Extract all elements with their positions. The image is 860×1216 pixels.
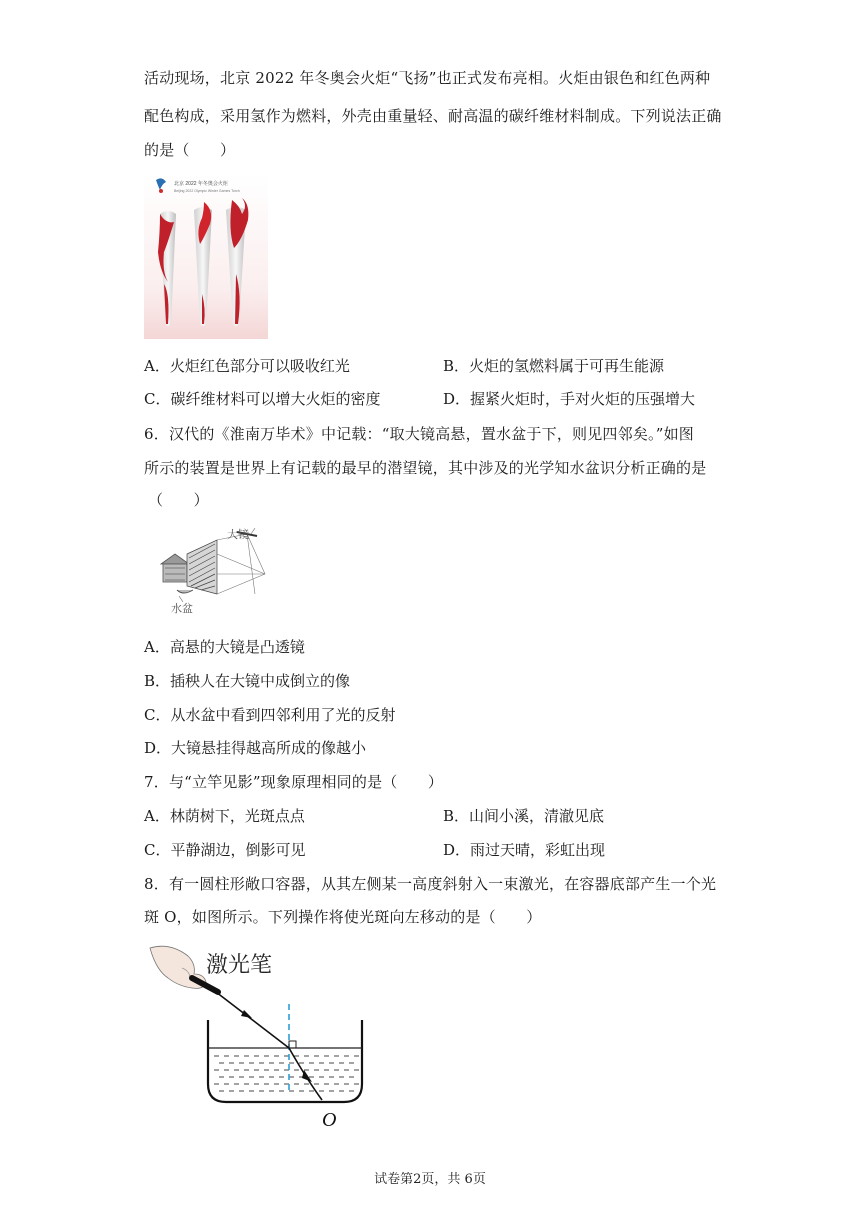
q7-option-d: D．雨过天晴，彩虹出现	[443, 841, 606, 859]
q6-stem-line-2: 所示的装置是世界上有记载的最早的潜望镜，其中涉及的光学知水盆识分析正确的是	[144, 459, 707, 477]
q6-option-c: C．从水盆中看到四邻利用了光的反射	[144, 706, 396, 724]
q5-option-d: D．握紧火炬时，手对火炬的压强增大	[443, 390, 696, 408]
spot-o-label: O	[322, 1109, 337, 1131]
q5-stem-line-1: 活动现场，北京 2022 年冬奥会火炬“飞扬”也正式发布亮相。火炬由银色和红色两种	[144, 69, 711, 87]
q5-option-a: A．火炬红色部分可以吸收红光	[144, 357, 350, 375]
torch-figure	[144, 174, 268, 339]
q7-stem: 7．与“立竿见影”现象原理相同的是（ ）	[144, 773, 444, 791]
q7-option-c: C．平静湖边，倒影可见	[144, 841, 306, 859]
laser-container-figure	[146, 938, 376, 1132]
right-angle-mark	[289, 1041, 296, 1048]
q5-stem-line-3: 的是（ ）	[144, 141, 236, 159]
incident-ray	[216, 992, 289, 1048]
light-ray-lines	[217, 534, 265, 594]
hatched-scene-icon	[187, 540, 217, 594]
q7-option-b: B．山间小溪，清澈见底	[443, 807, 605, 825]
basin-label: 水盆	[171, 602, 193, 615]
q6-option-a: A．高悬的大镜是凸透镜	[144, 638, 305, 656]
q5-stem-line-2: 配色构成，采用氢作为燃料，外壳由重量轻、耐高温的碳纤维材料制成。下列说法正确	[144, 107, 722, 125]
basin-icon	[177, 590, 193, 593]
torch-title-cn: 北京 2022 年冬奥会火炬	[174, 181, 228, 187]
house-icon	[161, 554, 189, 582]
q8-stem-line-1: 8．有一圆柱形敞口容器，从其左侧某一高度斜射入一束激光，在容器底部产生一个光	[144, 875, 717, 893]
mirror-label: 大镜	[227, 528, 249, 541]
page-footer: 试卷第2页，共 6页	[374, 1172, 486, 1187]
container-outline	[208, 1020, 362, 1102]
q5-option-b: B．火炬的氢燃料属于可再生能源	[443, 357, 665, 375]
q7-option-a: A．林荫树下，光斑点点	[144, 807, 305, 825]
q5-option-c: C．碳纤维材料可以增大火炬的密度	[144, 390, 381, 408]
q8-stem-line-2: 斑 O，如图所示。下列操作将使光斑向左移动的是（ ）	[144, 908, 542, 926]
q6-option-d: D．大镜悬挂得越高所成的像越小	[144, 739, 367, 757]
q6-option-b: B．插秧人在大镜中成倒立的像	[144, 672, 351, 690]
water-hatching	[214, 1056, 359, 1091]
periscope-figure	[155, 524, 275, 616]
q6-stem-line-3: （ ）	[148, 491, 209, 509]
laser-pen-label: 激光笔	[206, 952, 273, 977]
incident-arrow-icon	[241, 1010, 252, 1018]
torch-title-en: Beijing 2022 Olympic Winter Games Torch	[174, 189, 240, 193]
q6-stem-line-1: 6．汉代的《淮南万毕术》中记载：“取大镜高悬，置水盆于下，则见四邻矣。”如图	[144, 425, 694, 443]
